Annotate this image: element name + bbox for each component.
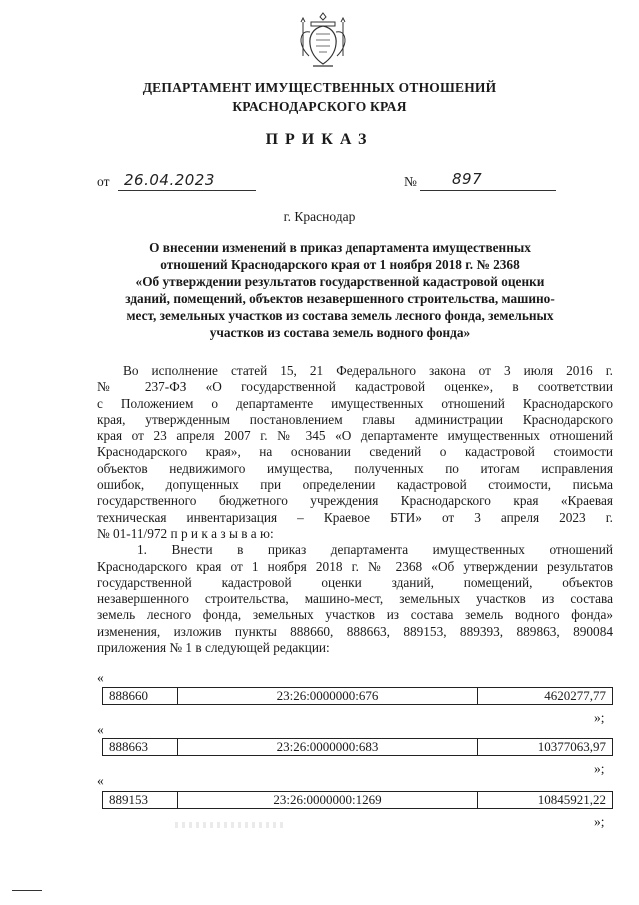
title-line: мест, земельных участков из состава земель лесного фонда, земельных bbox=[126, 308, 554, 323]
title-line: зданий, помещений, объектов незавершенного строительства, машино- bbox=[125, 291, 555, 306]
title-line: О внесении изменений в приказ департамента имущественных bbox=[149, 240, 531, 255]
body-line: земель лесного фонда, земельных участков из состава земель водного фонда» bbox=[97, 607, 613, 623]
open-quote: « bbox=[97, 670, 104, 685]
open-quote: « bbox=[97, 722, 104, 737]
coat-of-arms-icon bbox=[295, 10, 351, 70]
row-number: 888660 bbox=[103, 688, 178, 704]
body-line: Краснодарского края», на основании сведений о кадастровой стоимости bbox=[97, 444, 613, 460]
row-number: 888663 bbox=[103, 739, 178, 755]
title-line: участков из состава земель водного фонда» bbox=[209, 325, 471, 340]
handwritten-date: 26.04.2023 bbox=[124, 171, 215, 189]
table-row bbox=[102, 687, 613, 705]
date-prefix: от bbox=[97, 174, 110, 189]
table-row bbox=[102, 791, 613, 809]
order-title bbox=[90, 239, 590, 341]
body-line: изменения, изложив пункты 888660, 888663, 889153, 889393, 889863, 890084 bbox=[97, 623, 613, 639]
title-line: отношений Краснодарского края от 1 ноября 2018 г. № 2368 bbox=[160, 257, 520, 272]
body-line: незавершенного строительства, машино-мест, земельных участков из состава bbox=[97, 591, 613, 607]
document-type-heading: ПРИКАЗ bbox=[265, 131, 374, 148]
number-underline bbox=[420, 190, 556, 191]
body-line: государственного бюджетного учреждения Краснодарского края «Краевая bbox=[97, 493, 613, 509]
cadastral-value: 4620277,77 bbox=[544, 688, 606, 703]
open-quote: « bbox=[97, 773, 104, 788]
cadastral-value: 10377063,97 bbox=[537, 739, 606, 754]
table-row bbox=[102, 738, 613, 756]
order-body bbox=[97, 363, 613, 656]
body-line: с Положением о департаменте имущественных отношений Краснодарского bbox=[97, 395, 613, 411]
body-line: 1. Внести в приказ департамента имущественных отношений bbox=[137, 542, 613, 558]
footnote-rule bbox=[12, 890, 42, 891]
title-line: «Об утверждении результатов государственной кадастровой оценки bbox=[135, 274, 545, 289]
close-quote: »; bbox=[594, 761, 605, 776]
date-underline bbox=[118, 190, 256, 191]
handwritten-number: 897 bbox=[452, 170, 483, 188]
body-line: края от 23 апреля 2007 г. № 345 «О департаменте имущественных отношений bbox=[97, 428, 613, 444]
number-prefix: № bbox=[404, 174, 417, 189]
body-line: № 237-ФЗ «О государственной кадастровой оценке», в соответствии bbox=[97, 379, 613, 395]
body-line: Краснодарского края от 1 ноября 2018 г. № 2368 «Об утверждении результатов bbox=[97, 558, 613, 574]
body-line: края, утвержденным постановлением главы администрации Краснодарского bbox=[97, 411, 613, 427]
close-quote: »; bbox=[594, 814, 605, 829]
city-label: г. Краснодар bbox=[283, 209, 356, 224]
cadastral-number: 23:26:0000000:683 bbox=[178, 739, 478, 755]
body-line: № 01-11/972 п р и к а з ы в а ю: bbox=[97, 525, 274, 541]
row-number: 889153 bbox=[103, 792, 178, 808]
body-line: ошибок, допущенных при определении кадастровой стоимости, письма bbox=[97, 477, 613, 493]
cadastral-value: 10845921,22 bbox=[537, 792, 606, 807]
body-line: государственной кадастровой оценки зданий, помещений, объектов bbox=[97, 574, 613, 590]
cadastral-number: 23:26:0000000:1269 bbox=[178, 792, 478, 808]
department-name-line2: КРАСНОДАРСКОГО КРАЯ bbox=[232, 99, 407, 114]
body-line: Во исполнение статей 15, 21 Федерального закона от 3 июля 2016 г. bbox=[123, 363, 613, 378]
body-line: техническая инвентаризация – Краевое БТИ» от 3 апреля 2023 г. bbox=[97, 509, 613, 525]
body-line: объектов недвижимого имущества, полученных по итогам исправления bbox=[97, 460, 613, 476]
body-line: приложения № 1 в следующей редакции: bbox=[97, 640, 330, 656]
scan-smudge bbox=[175, 822, 285, 828]
cadastral-number: 23:26:0000000:676 bbox=[178, 688, 478, 704]
close-quote: »; bbox=[594, 710, 605, 725]
department-name-line1: ДЕПАРТАМЕНТ ИМУЩЕСТВЕННЫХ ОТНОШЕНИЙ bbox=[142, 80, 497, 95]
